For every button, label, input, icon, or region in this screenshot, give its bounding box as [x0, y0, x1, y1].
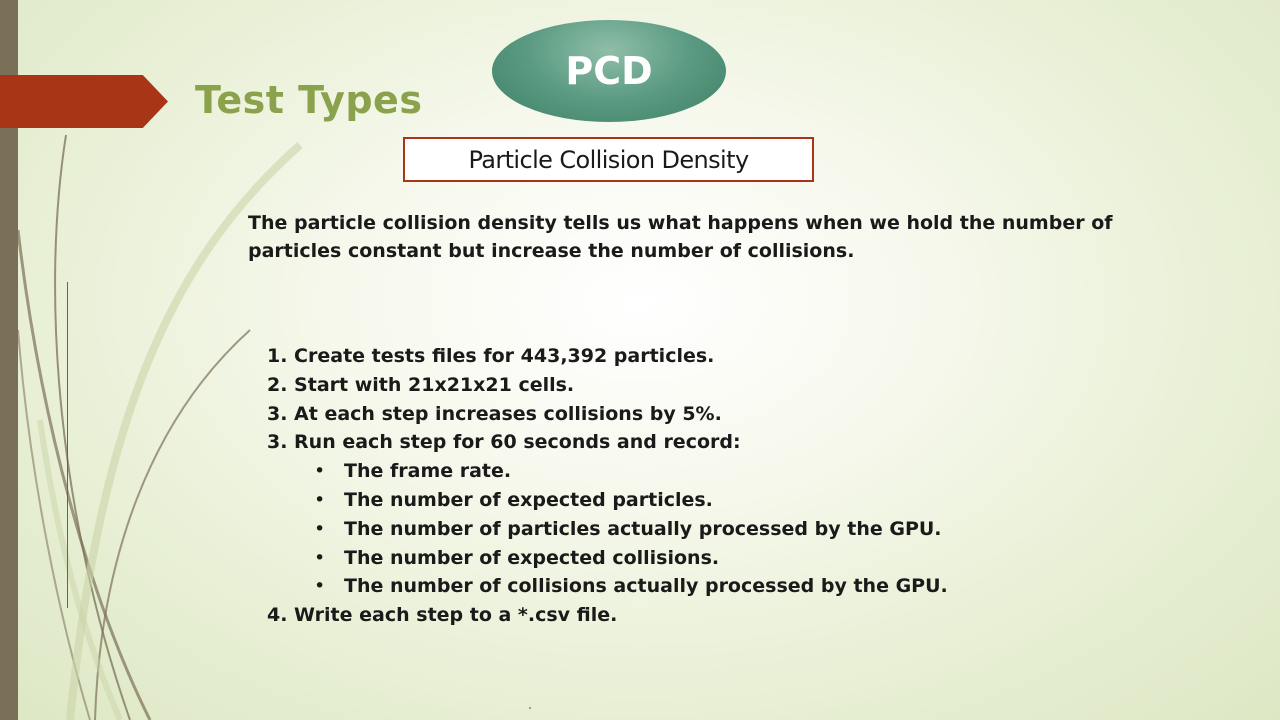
bullet-text: The number of expected particles.: [344, 488, 713, 511]
bullet-dot-icon: •: [314, 517, 326, 540]
title-arrow-shape: [0, 75, 168, 128]
subtitle-box: [403, 137, 814, 182]
bullet-item: [267, 457, 1167, 486]
bullet-text: The number of collisions actually processed by the GPU.: [344, 575, 948, 598]
bullet-dot-icon: •: [314, 460, 326, 483]
step-item: 2. Start with 21x21x21 cells.: [267, 373, 575, 396]
bullet-item: [267, 544, 1167, 573]
bullet-text: The number of particles actually processed by the GPU.: [344, 517, 942, 540]
bullet-dot-icon: •: [314, 575, 326, 598]
bullet-item: [267, 486, 1167, 515]
bullet-text: The number of expected collisions.: [344, 546, 720, 569]
bullet-item: [267, 515, 1167, 544]
step-item: 4. Write each step to a *.csv file.: [267, 604, 618, 627]
steps-list: [267, 342, 1167, 630]
step-item: 1. Create tests files for 443,392 particles.: [267, 345, 715, 367]
intro-paragraph: The particle collision density tells us what happens when we hold the number of particles constant but increase the number of collisions.: [248, 212, 1113, 262]
pcd-badge-label: PCD: [565, 49, 653, 93]
thin-accent-line: [67, 282, 68, 608]
bullet-text: The frame rate.: [344, 460, 512, 483]
bullet-dot-icon: •: [314, 488, 326, 511]
decorative-dot: [529, 707, 531, 709]
pcd-badge: [492, 20, 726, 122]
slide-title: Test Types: [195, 78, 423, 122]
step-item: 3. At each step increases collisions by 5%.: [267, 402, 722, 425]
bullet-dot-icon: •: [314, 546, 326, 569]
bullet-item: [267, 572, 1167, 601]
step-item: 3. Run each step for 60 seconds and record:: [267, 431, 741, 454]
subtitle-label: Particle Collision Density: [468, 145, 749, 174]
